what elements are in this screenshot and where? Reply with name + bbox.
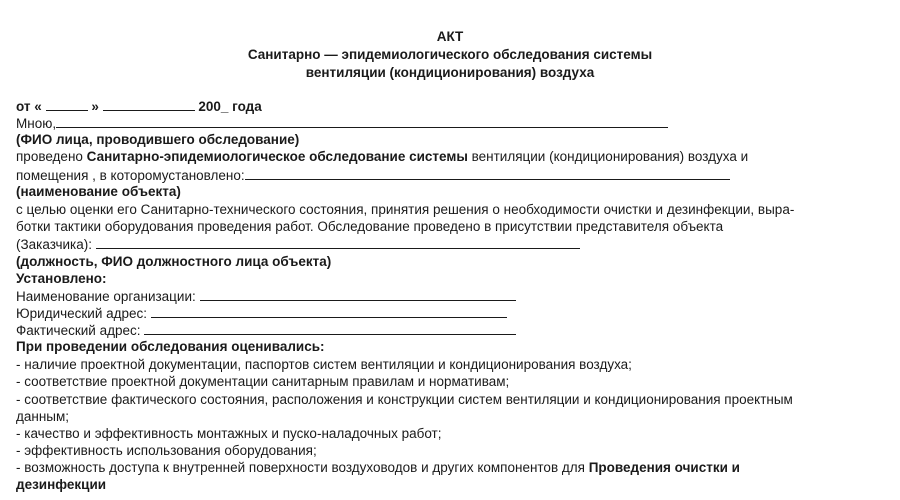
text-fragment-bold: Санитарно-эпидемиологическое обследование системы <box>86 149 468 164</box>
evaluated-item: - наличие проектной документации, паспортов систем вентиляции и кондиционирования воздуха; <box>16 357 632 372</box>
actual-address-line <box>16 321 516 339</box>
document-title: АКТ <box>436 29 464 44</box>
text-fragment: проведено <box>16 149 87 164</box>
text-fragment: помещения , в которомустановлено: <box>16 168 245 183</box>
evaluated-item <box>16 459 740 476</box>
evaluated-item-continuation: дезинфекции <box>16 477 107 492</box>
actual-address-blank <box>144 321 516 335</box>
paragraph-line-4: ботки тактики оборудования проведения работ. Обследование проведено в присутствии представителя объекта <box>16 219 724 234</box>
evaluated-item: - соответствие фактического состояния, расположения и конструкции систем вентиляции и кондиционирования проектным <box>16 392 793 407</box>
inspector-caption <box>16 131 299 148</box>
date-year: 200_ года <box>198 99 262 114</box>
evaluated-heading: При проведении обследования оценивались: <box>16 339 325 354</box>
date-month-blank <box>103 97 195 111</box>
customer-prefix: (Заказчика): <box>16 237 92 252</box>
paragraph-line-2 <box>16 166 730 184</box>
evaluated-item: - качество и эффективность монтажных и пуско-наладочных работ; <box>16 426 442 441</box>
inspector-prefix: Мною, <box>16 116 57 131</box>
org-name-blank <box>200 287 516 301</box>
org-name-label: Наименование организации: <box>16 289 196 304</box>
legal-address-blank <box>151 304 507 318</box>
date-line <box>16 97 262 115</box>
text-fragment-bold: Проведения очистки и <box>588 460 740 475</box>
text-fragment: - возможность доступа к внутренней поверхности воздуховодов и других компонентов для <box>16 460 589 475</box>
object-blank <box>245 166 730 180</box>
object-caption: (наименование объекта) <box>16 184 181 199</box>
inspector-caption-text: (ФИО лица, проводившего обследование) <box>16 132 300 147</box>
customer-caption: (должность, ФИО должностного лица объекта) <box>16 254 332 269</box>
evaluated-item-continuation: данным; <box>16 409 70 424</box>
customer-line <box>16 235 580 253</box>
evaluated-item: - эффективность использования оборудования; <box>16 443 317 458</box>
org-name-line <box>16 287 516 305</box>
document-subtitle-line1: Санитарно — эпидемиологического обследования системы <box>247 47 653 62</box>
actual-address-label: Фактический адрес: <box>16 323 141 338</box>
paragraph-line-3: с целью оценки его Санитарно-технического состояния, принятия решения о необходимости очистки и дезинфекции, выра- <box>16 202 795 217</box>
legal-address-line <box>16 304 507 322</box>
date-prefix: от « <box>16 99 42 114</box>
inspector-blank <box>56 114 668 128</box>
legal-address-label: Юридический адрес: <box>16 306 148 321</box>
paragraph-line-1 <box>16 148 748 165</box>
established-heading: Установлено: <box>16 271 107 286</box>
inspector-line <box>16 114 668 132</box>
date-day-blank <box>46 97 88 111</box>
evaluated-item: - соответствие проектной документации санитарным правилам и нормативам; <box>16 374 510 389</box>
text-fragment: вентиляции (кондиционирования) воздуха и <box>467 149 749 164</box>
customer-blank <box>96 235 580 249</box>
date-mid: » <box>91 99 99 114</box>
document-subtitle-line2: вентиляции (кондиционирования) воздуха <box>305 65 595 80</box>
